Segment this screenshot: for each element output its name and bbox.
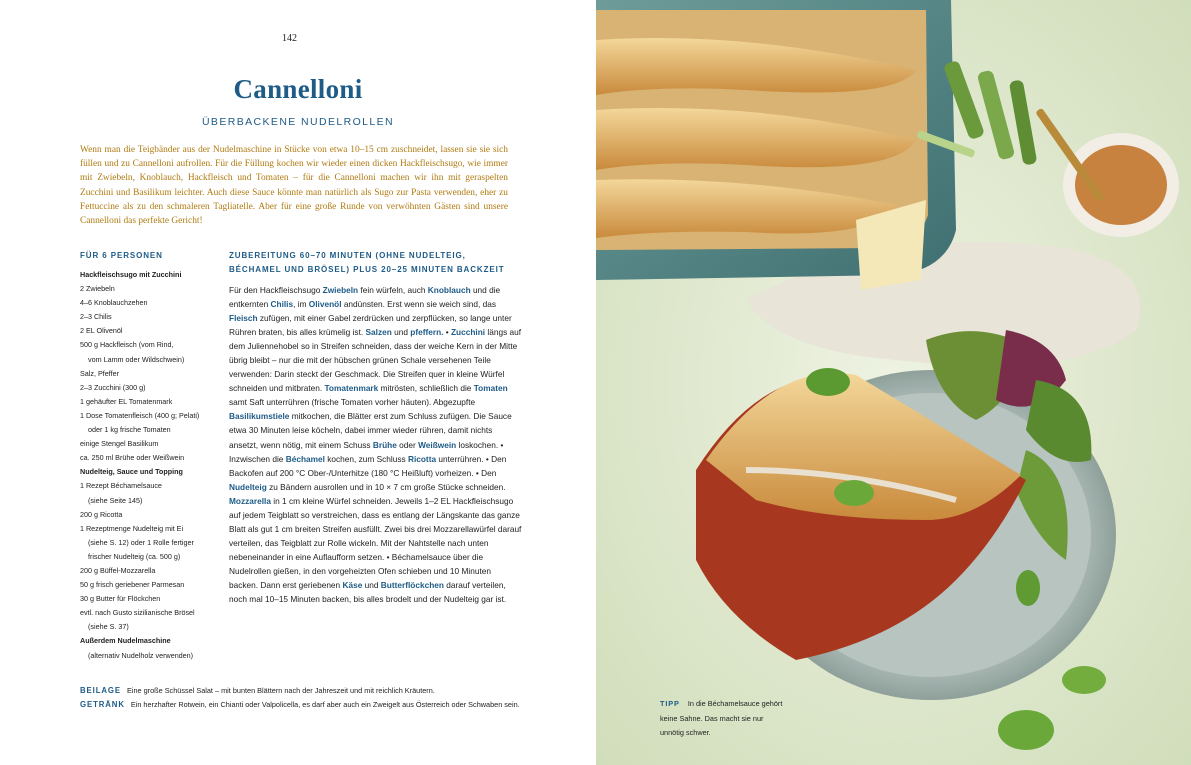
ingredient-item: ca. 250 ml Brühe oder Weißwein: [80, 453, 185, 463]
method-segment: zu Bändern ausrollen und in 10 × 7 cm große Stücke schneiden.: [266, 481, 506, 492]
ingredient-list: [80, 268, 220, 663]
ingredient-item: 2 Zwiebeln: [80, 284, 115, 294]
method-keyword: Olivenöl: [308, 299, 342, 310]
method-keyword: Zwiebeln: [322, 285, 359, 295]
method-keyword: Fleisch: [229, 313, 258, 324]
ingredient-item: Salz, Pfeffer: [80, 368, 120, 378]
method-keyword: Béchamel: [285, 453, 325, 464]
recipe-subtitle: ÜBERBACKENE NUDELROLLEN: [201, 116, 395, 128]
cannelloni-photo: [596, 0, 1191, 765]
method-segment: kochen, zum Schluss: [324, 453, 408, 464]
tip-box: [660, 697, 788, 741]
ingredient-item: 1 Rezeptmenge Nudelteig mit Ei: [80, 523, 184, 533]
method-segment: darauf verteilen, noch mal 10–15 Minuten backen, bis alles brodelt und der Nudelteig gar ist.: [229, 579, 507, 605]
method-segment: und: [362, 579, 381, 590]
method-keyword: Zucchini: [450, 327, 486, 338]
method-keyword: Chilis: [270, 299, 294, 310]
method-segment: und: [391, 327, 411, 338]
tip-text: In die Béchamelsauce gehört keine Sahne. Das macht sie nur unnötig schwer.: [660, 699, 783, 738]
method-segment: mitrösten, schließlich die: [378, 383, 474, 394]
ingredient-item: 30 g Butter für Flöckchen: [80, 594, 161, 604]
method-keyword: pfeffern.: [410, 327, 444, 338]
method-segment: längs auf dem Juliennehobel so in Streifen schneiden, dass der weiche Kern in der Mitte übrig bleibt – nur die mit der hübschen grünen Schale versehenen Teile verwenden: Darin steckt der Geschmack. Die Streifen quer in kleine Würfel schneiden und mitbraten.: [229, 327, 522, 394]
beilage-text: Eine große Schüssel Salat – mit bunten Blättern nach der Jahreszeit und mit reichlich Kräutern.: [126, 686, 435, 695]
method-segment: unterrühren. • Den Backofen auf 200 °C Ober-/Unterhitze (180 °C Heißluft) vorheizen. • Den: [229, 453, 507, 478]
method-keyword: Weißwein: [418, 439, 457, 450]
serving-notes: [80, 684, 520, 712]
method-keyword: Tomatenmark: [324, 383, 379, 394]
page-number: 142: [282, 33, 297, 44]
ingredient-item: 200 g Ricotta: [80, 509, 123, 519]
ingredient-item: oder 1 kg frische Tomaten: [88, 425, 171, 435]
prep-heading-line-1: ZUBEREITUNG 60–70 MINUTEN (OHNE NUDELTEIG,: [229, 251, 466, 260]
beilage-label: BEILAGE: [80, 686, 121, 695]
method-text: [229, 283, 522, 606]
ingredient-item: 2–3 Zucchini (300 g): [80, 382, 146, 392]
ingredient-item: frischer Nudelteig (ca. 500 g): [88, 551, 181, 561]
method-keyword: Brühe: [372, 439, 397, 450]
method-keyword: Nudelteig: [229, 481, 267, 492]
method-segment: und die entkernten: [229, 285, 501, 310]
ingredient-item: Hackfleischsugo mit Zucchini: [80, 270, 182, 279]
beilage-note: [80, 684, 520, 698]
getraenk-note: [80, 698, 520, 712]
method-segment: in 1 cm kleine Würfel schneiden. Jeweils 1–2 EL Hackfleischsugo auf jedem Teigblatt so verstreichen, dass es entlang der Längskante das ganze Blatt als gut 1 cm breiten Streifen ausfüllt. Zwei bis drei Mozzarellawürfel darauf verteilen, das Teigblatt zur Rolle wickeln. Mit der Nahtstelle nach unten nebeneinander in eine Auflaufform setzen. • Béchamelsauce über die Nudelrollen gießen, in den vorgeheizten Ofen schieben und 10 Minuten backen. Dann erst geriebenen: [229, 495, 522, 590]
intro-paragraph: Wenn man die Teigbänder aus der Nudelmaschine in Stücke von etwa 10–15 cm zuschneidet, lassen sie sie sich füllen und zu Cannelloni aufrollen. Für die Füllung kochen wir wieder einen dicken Hackfleischsugo, wie immer mit Zwiebeln, Knoblauch, Hackfleisch und Tomaten – für die Cannelloni machen wir ihn mit geraspelten Zucchini und Basilikum leichter. Auch diese Sauce könnte man natürlich als Sugo zur Pasta verwenden, eher zu Fettuccine als zu den schmaleren Tagliatelle. Aber für eine große Runde von verwöhnten Gästen sind unsere Cannelloni das perfekte Gericht!: [80, 145, 508, 227]
getraenk-text: Ein herzhafter Rotwein, ein Chianti oder Valpolicella, es darf aber auch ein Zweigelt aus Österreich oder Schwaben sein.: [130, 700, 520, 709]
tip-label: TIPP: [660, 699, 680, 708]
method-segment: samt Saft unterrühren (frische Tomaten vorher häuten). Abgezupfte: [229, 397, 476, 408]
method-keyword: Knoblauch: [427, 285, 471, 295]
method-keyword: Butterflöckchen: [380, 579, 444, 590]
ingredient-item: evtl. nach Gusto sizilianische Brösel: [80, 608, 195, 618]
ingredient-item: (siehe S. 37): [88, 622, 129, 632]
ingredient-item: 1 gehäufter EL Tomatenmark: [80, 396, 173, 406]
ingredient-item: 2 EL Olivenöl: [80, 326, 123, 336]
ingredient-item: 200 g Büffel-Mozzarella: [80, 565, 156, 575]
ingredient-item: Außerdem Nudelmaschine: [80, 636, 171, 646]
servings-heading: FÜR 6 PERSONEN: [80, 251, 163, 260]
ingredient-item: vom Lamm oder Wildschwein): [88, 354, 185, 364]
method-keyword: Salzen: [365, 327, 392, 338]
ingredient-item: (siehe S. 12) oder 1 Rolle fertiger: [88, 537, 194, 547]
ingredient-item: (alternativ Nudelholz verwenden): [88, 650, 194, 660]
ingredient-item: Nudelteig, Sauce und Topping: [80, 467, 183, 477]
ingredient-item: 2–3 Chilis: [80, 312, 112, 322]
method-segment: Für den Hackfleischsugo: [229, 285, 323, 295]
ingredient-item: 4–6 Knoblauchzehen: [80, 298, 148, 308]
method-segment: fein würfeln, auch: [358, 285, 428, 295]
method-segment: , im: [293, 299, 309, 310]
method-segment: andünsten. Erst wenn sie weich sind, das: [341, 299, 497, 310]
ingredient-item: 500 g Hackfleisch (vom Rind,: [80, 340, 174, 350]
method-keyword: Basilikumstiele: [229, 411, 290, 422]
ingredient-item: 1 Dose Tomatenfleisch (400 g; Pelati): [80, 410, 200, 420]
method-keyword: Käse: [342, 579, 363, 590]
ingredient-item: einige Stengel Basilikum: [80, 439, 159, 449]
method-segment: •: [443, 327, 451, 338]
method-segment: loskochen. • Inzwischen die: [229, 439, 504, 464]
method-segment: mitkochen, die Blätter erst zum Schluss zufügen. Die Sauce etwa 30 Minuten leise köcheln, dabei immer wieder rühren, damit nichts ansetzt, wenn nötig, mit einem Schuss: [229, 411, 512, 450]
method-segment: oder: [396, 439, 419, 450]
method-keyword: Tomaten: [473, 383, 508, 394]
recipe-title: Cannelloni: [233, 74, 363, 104]
prep-heading-line-2: BÉCHAMEL UND BRÖSEL) PLUS 20–25 MINUTEN BACKZEIT: [229, 265, 505, 274]
getraenk-label: GETRÄNK: [80, 700, 125, 709]
method-keyword: Mozzarella: [229, 495, 271, 506]
ingredient-item: 50 g frisch geriebener Parmesan: [80, 580, 185, 590]
method-segment: zufügen, mit einer Gabel zerdrücken und zerpflücken, so lange unter Rühren braten, bis alles krümelig ist.: [229, 313, 512, 338]
ingredient-item: (siehe Seite 145): [88, 495, 143, 505]
ingredient-item: 1 Rezept Béchamelsauce: [80, 481, 162, 491]
method-keyword: Ricotta: [407, 453, 437, 464]
